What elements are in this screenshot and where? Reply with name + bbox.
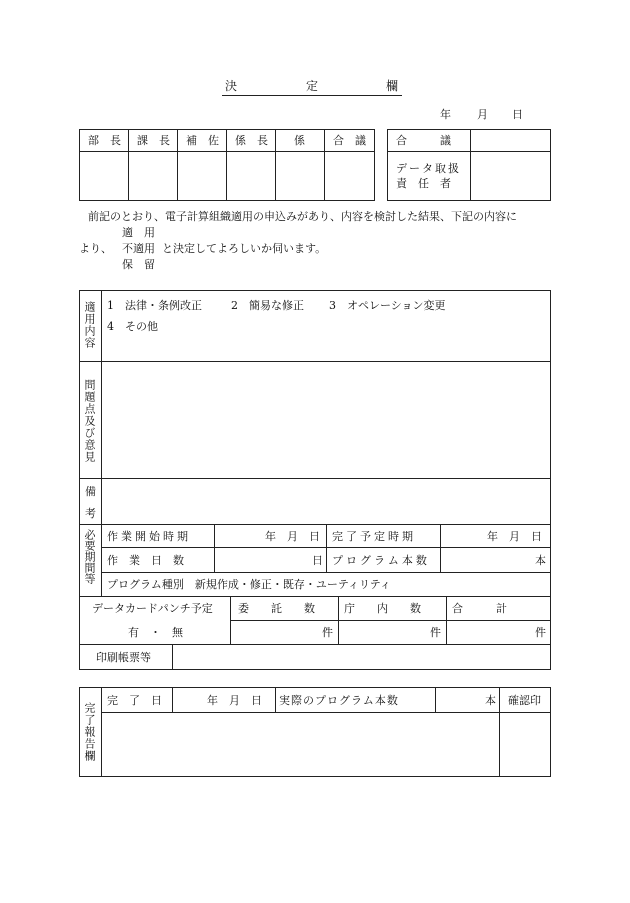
main-form-table bbox=[79, 290, 551, 670]
completion-planned-date: 年 月 日 bbox=[487, 530, 542, 543]
program-type: プログラム種別 新規作成・修正・既存・ユーティリティ bbox=[107, 578, 391, 591]
date-month: 月 bbox=[477, 108, 488, 121]
work-days-label: 作 業 日 数 bbox=[107, 554, 184, 567]
council-header: 合 議 bbox=[396, 134, 451, 147]
header-assistant: 補 佐 bbox=[186, 134, 219, 147]
approval-stamp-table bbox=[79, 129, 375, 201]
statement-line-2-prefix: より、 bbox=[79, 242, 112, 255]
council-table bbox=[387, 129, 551, 201]
title-char-1: 決 bbox=[225, 79, 238, 93]
completion-report-label: 完了報告欄 bbox=[83, 702, 96, 762]
in-office-count-label: 庁 内 数 bbox=[344, 602, 421, 615]
title-char-3: 欄 bbox=[386, 79, 399, 93]
issues-opinions-label: 問題点及び意見 bbox=[83, 379, 96, 463]
applicable-content-label: 適用内容 bbox=[83, 301, 96, 349]
program-count-label: プログラム本数 bbox=[332, 554, 430, 567]
commission-unit: 件 bbox=[322, 626, 333, 639]
work-days-unit: 日 bbox=[312, 554, 323, 567]
work-start-label: 作業開始時期 bbox=[107, 530, 191, 543]
applicable-option-4: 4 その他 bbox=[107, 320, 158, 333]
statement-line-2-suffix: と決定してよろしいか伺います。 bbox=[162, 242, 327, 255]
required-period-label: 必要期間等 bbox=[83, 529, 96, 584]
program-count-unit: 本 bbox=[535, 554, 546, 567]
header-consultation: 合 議 bbox=[333, 134, 366, 147]
form-title bbox=[222, 80, 402, 98]
applicable-option-3: 3 オペレーション変更 bbox=[329, 299, 446, 312]
completion-planned-label: 完了予定時期 bbox=[332, 530, 416, 543]
completion-report-table bbox=[79, 687, 551, 777]
data-manager-label-1: データ取扱 bbox=[396, 162, 461, 175]
actual-programs-unit: 本 bbox=[485, 694, 496, 707]
date-year: 年 bbox=[440, 108, 451, 121]
in-office-unit: 件 bbox=[430, 626, 441, 639]
header-section-chief: 課 長 bbox=[137, 134, 170, 147]
applicable-option-1: 1 法律・条例改正 bbox=[107, 299, 202, 312]
statement-option-not-apply: 不適用 bbox=[122, 242, 155, 255]
confirm-seal-label: 確認印 bbox=[508, 694, 541, 707]
work-start-date: 年 月 日 bbox=[265, 530, 320, 543]
title-underline bbox=[222, 95, 402, 96]
date-day: 日 bbox=[512, 108, 523, 121]
statement-line-1: 前記のとおり、電子計算組織適用の申込みがあり、内容を検討した結果、下記の内容に bbox=[88, 210, 517, 223]
punch-options: 有 ・ 無 bbox=[128, 626, 183, 639]
completion-date-value: 年 月 日 bbox=[207, 694, 262, 707]
actual-programs-label: 実際のプログラム本数 bbox=[279, 694, 399, 707]
total-count-label: 合 計 bbox=[452, 602, 507, 615]
commission-count-label: 委 託 数 bbox=[238, 602, 315, 615]
title-char-2: 定 bbox=[306, 79, 319, 93]
print-forms-label: 印刷帳票等 bbox=[96, 651, 151, 664]
total-unit: 件 bbox=[535, 626, 546, 639]
header-staff: 係 bbox=[294, 134, 305, 147]
header-department-chief: 部 長 bbox=[88, 134, 121, 147]
statement-option-hold: 保 留 bbox=[122, 258, 155, 271]
header-subsection-chief: 係 長 bbox=[235, 134, 268, 147]
statement-option-apply: 適 用 bbox=[122, 226, 155, 239]
completion-date-label: 完 了 日 bbox=[107, 694, 162, 707]
punch-schedule-label: データカードパンチ予定 bbox=[92, 602, 213, 615]
remarks-label-1: 備 bbox=[85, 485, 96, 498]
remarks-label-2: 考 bbox=[85, 507, 96, 520]
data-manager-label-2: 責 任 者 bbox=[396, 177, 451, 190]
applicable-option-2: 2 簡易な修正 bbox=[231, 299, 304, 312]
